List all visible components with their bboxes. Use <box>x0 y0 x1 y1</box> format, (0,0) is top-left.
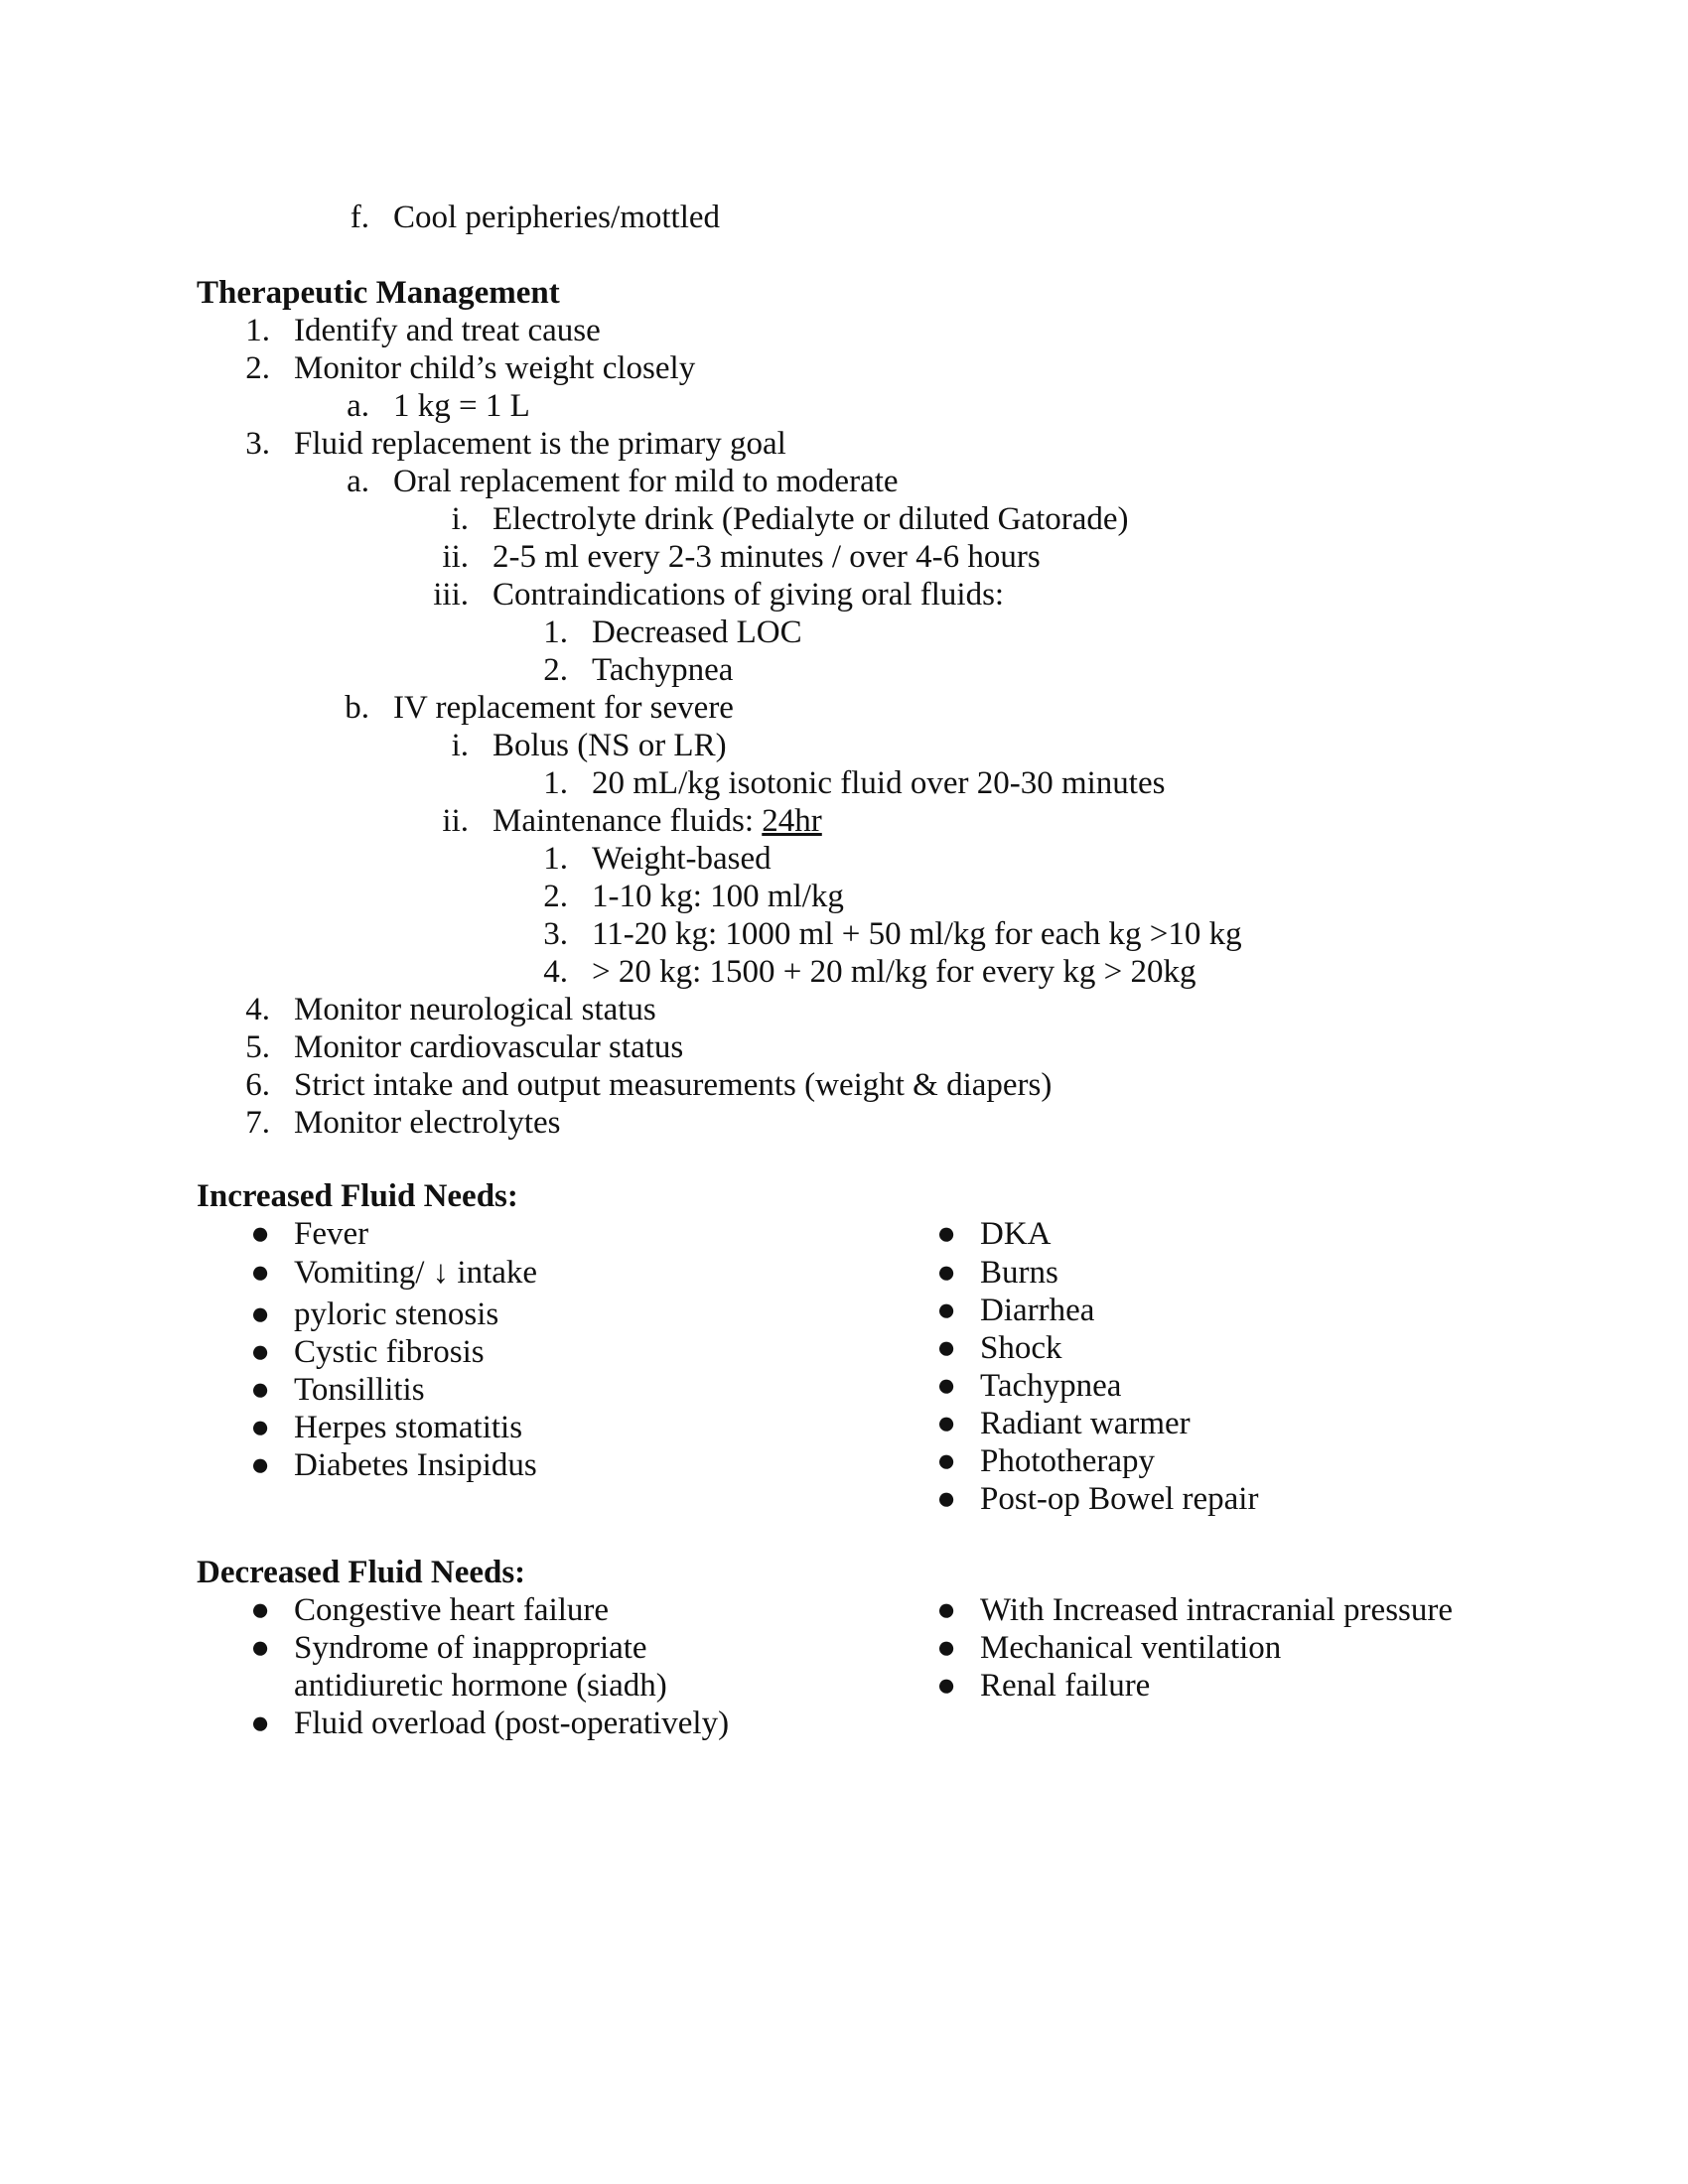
list-marker: 3. <box>245 426 270 462</box>
bullet-icon: ● <box>936 1293 956 1328</box>
list-item-text: Cool peripheries/mottled <box>393 200 721 235</box>
list-item-text: Fluid replacement is the primary goal <box>294 426 786 462</box>
list-item-text: Maintenance fluids: <box>492 803 763 839</box>
list-item <box>451 500 1129 538</box>
list-item-text: Shock <box>980 1330 1062 1366</box>
list-item <box>543 840 772 878</box>
list-item-text: 2-5 ml every 2-3 minutes / over 4-6 hours <box>492 539 1041 575</box>
list-item-text: Tachypnea <box>592 652 734 688</box>
list-item-text: Cystic fibrosis <box>294 1334 485 1370</box>
bullet-icon: ● <box>250 1216 270 1252</box>
list-item <box>936 1629 1282 1667</box>
list-item-text: Vomiting/ ↓ intake <box>294 1255 538 1291</box>
list-item <box>250 1591 610 1629</box>
list-item <box>433 576 1005 614</box>
list-item-text: Herpes stomatitis <box>294 1410 523 1445</box>
list-item <box>936 1405 1191 1442</box>
list-item <box>245 349 696 387</box>
list-item-text: 1 kg = 1 L <box>393 388 530 424</box>
list-marker: 7. <box>245 1105 270 1141</box>
bullet-icon: ● <box>250 1334 270 1370</box>
list-item-text: Congestive heart failure <box>294 1592 610 1628</box>
list-item <box>936 1367 1122 1405</box>
list-item <box>250 1333 485 1371</box>
list-item-text: Burns <box>980 1255 1058 1291</box>
list-item <box>250 1254 538 1292</box>
list-marker: a. <box>347 464 369 499</box>
list-item <box>543 764 1166 802</box>
bullet-icon: ● <box>936 1481 956 1517</box>
bullet-icon: ● <box>250 1410 270 1445</box>
list-item <box>543 878 844 915</box>
bullet-icon: ● <box>936 1406 956 1441</box>
list-item-text: Fluid overload (post-operatively) <box>294 1706 730 1741</box>
list-marker: b. <box>345 690 369 726</box>
list-marker: 4. <box>543 954 568 990</box>
list-item <box>245 312 601 349</box>
list-item-text: Electrolyte drink (Pedialyte or diluted Gatorade) <box>492 501 1129 537</box>
list-marker: ii. <box>442 803 469 839</box>
list-marker: 4. <box>245 992 270 1027</box>
list-item-text: 1-10 kg: 100 ml/kg <box>592 879 844 914</box>
list-item <box>245 991 656 1028</box>
list-item-text: Bolus (NS or LR) <box>492 728 727 763</box>
list-item-text: Decreased LOC <box>592 614 802 650</box>
list-item-text: Radiant warmer <box>980 1406 1191 1441</box>
list-item <box>451 727 727 764</box>
list-item-text: IV replacement for severe <box>393 690 734 726</box>
list-item <box>250 1371 425 1409</box>
list-item <box>250 1629 647 1667</box>
list-item <box>245 1028 684 1066</box>
list-item <box>245 1104 561 1142</box>
list-item <box>442 802 822 840</box>
list-item-text: Monitor neurological status <box>294 992 656 1027</box>
list-item <box>250 1446 537 1484</box>
list-item-text: Renal failure <box>980 1668 1151 1704</box>
list-marker: iii. <box>433 577 469 613</box>
list-item <box>250 1215 369 1253</box>
list-item <box>245 425 786 463</box>
list-marker: 6. <box>245 1067 270 1103</box>
list-item <box>543 614 802 651</box>
bullet-icon: ● <box>936 1255 956 1291</box>
bullet-icon: ● <box>936 1443 956 1479</box>
list-item <box>936 1215 1052 1253</box>
list-item <box>936 1667 1151 1705</box>
bullet-icon: ● <box>250 1630 270 1666</box>
list-item <box>347 387 530 425</box>
bullet-icon: ● <box>250 1447 270 1483</box>
bullet-icon: ● <box>936 1592 956 1628</box>
list-item-text: Syndrome of inappropriate <box>294 1630 647 1666</box>
section-heading-increased: Increased Fluid Needs: <box>197 1178 518 1214</box>
list-item-text: Weight-based <box>592 841 772 877</box>
list-marker: i. <box>451 728 469 763</box>
list-item <box>936 1254 1058 1292</box>
list-item <box>250 1705 730 1742</box>
list-item-text: Monitor cardiovascular status <box>294 1029 684 1065</box>
bullet-icon: ● <box>936 1330 956 1366</box>
list-marker: f. <box>350 200 369 235</box>
list-item <box>936 1292 1095 1329</box>
list-marker: 1. <box>245 313 270 348</box>
list-item <box>442 538 1041 576</box>
list-item <box>936 1442 1155 1480</box>
list-item-text: Mechanical ventilation <box>980 1630 1282 1666</box>
bullet-icon: ● <box>250 1255 270 1291</box>
list-item-text: Fever <box>294 1216 369 1252</box>
list-item <box>936 1329 1062 1367</box>
bullet-icon: ● <box>936 1368 956 1404</box>
section-heading-therapeutic: Therapeutic Management <box>197 275 560 311</box>
list-marker: 2. <box>543 652 568 688</box>
list-marker: i. <box>451 501 469 537</box>
bullet-icon: ● <box>250 1372 270 1408</box>
list-item <box>543 953 1196 991</box>
list-item-text: 11-20 kg: 1000 ml + 50 ml/kg for each kg >10 kg <box>592 916 1242 952</box>
section-heading-decreased: Decreased Fluid Needs: <box>197 1555 526 1590</box>
list-item-continuation <box>294 1667 667 1705</box>
list-marker: 1. <box>543 614 568 650</box>
list-item-text: pyloric stenosis <box>294 1297 499 1332</box>
bullet-icon: ● <box>250 1706 270 1741</box>
list-item-text: > 20 kg: 1500 + 20 ml/kg for every kg > 20kg <box>592 954 1196 990</box>
list-item-text: 20 mL/kg isotonic fluid over 20-30 minutes <box>592 765 1166 801</box>
underlined-duration: 24hr <box>762 803 822 839</box>
list-item-text: Strict intake and output measurements (weight & diapers) <box>294 1067 1053 1103</box>
bullet-icon: ● <box>250 1592 270 1628</box>
list-item <box>543 915 1242 953</box>
list-item-text: Diarrhea <box>980 1293 1095 1328</box>
list-item-text: antidiuretic hormone (siadh) <box>294 1668 667 1704</box>
list-item <box>347 463 899 500</box>
list-item <box>250 1409 523 1446</box>
list-item <box>250 1296 499 1333</box>
list-marker: 1. <box>543 765 568 801</box>
list-marker: 5. <box>245 1029 270 1065</box>
list-item-text: Tachypnea <box>980 1368 1122 1404</box>
list-item-text: Identify and treat cause <box>294 313 601 348</box>
list-marker: a. <box>347 388 369 424</box>
list-item-text: Phototherapy <box>980 1443 1155 1479</box>
list-item <box>936 1480 1259 1518</box>
list-item-text: DKA <box>980 1216 1052 1252</box>
list-item-text: With Increased intracranial pressure <box>980 1592 1454 1628</box>
list-item-text: Contraindications of giving oral fluids: <box>492 577 1005 613</box>
list-item-text: Monitor electrolytes <box>294 1105 561 1141</box>
list-marker: 3. <box>543 916 568 952</box>
list-item-text: Oral replacement for mild to moderate <box>393 464 899 499</box>
bullet-icon: ● <box>936 1216 956 1252</box>
bullet-icon: ● <box>250 1297 270 1332</box>
list-item-text: Tonsillitis <box>294 1372 425 1408</box>
bullet-icon: ● <box>936 1630 956 1666</box>
list-item-text: Post-op Bowel repair <box>980 1481 1259 1517</box>
list-marker: 2. <box>245 350 270 386</box>
list-item-text: Diabetes Insipidus <box>294 1447 537 1483</box>
list-item-text: Monitor child’s weight closely <box>294 350 696 386</box>
list-item <box>350 199 721 236</box>
list-item <box>245 1066 1053 1104</box>
bullet-icon: ● <box>936 1668 956 1704</box>
list-item <box>543 651 734 689</box>
list-marker: 1. <box>543 841 568 877</box>
list-marker: 2. <box>543 879 568 914</box>
list-item <box>345 689 734 727</box>
list-marker: ii. <box>442 539 469 575</box>
list-item <box>936 1591 1454 1629</box>
